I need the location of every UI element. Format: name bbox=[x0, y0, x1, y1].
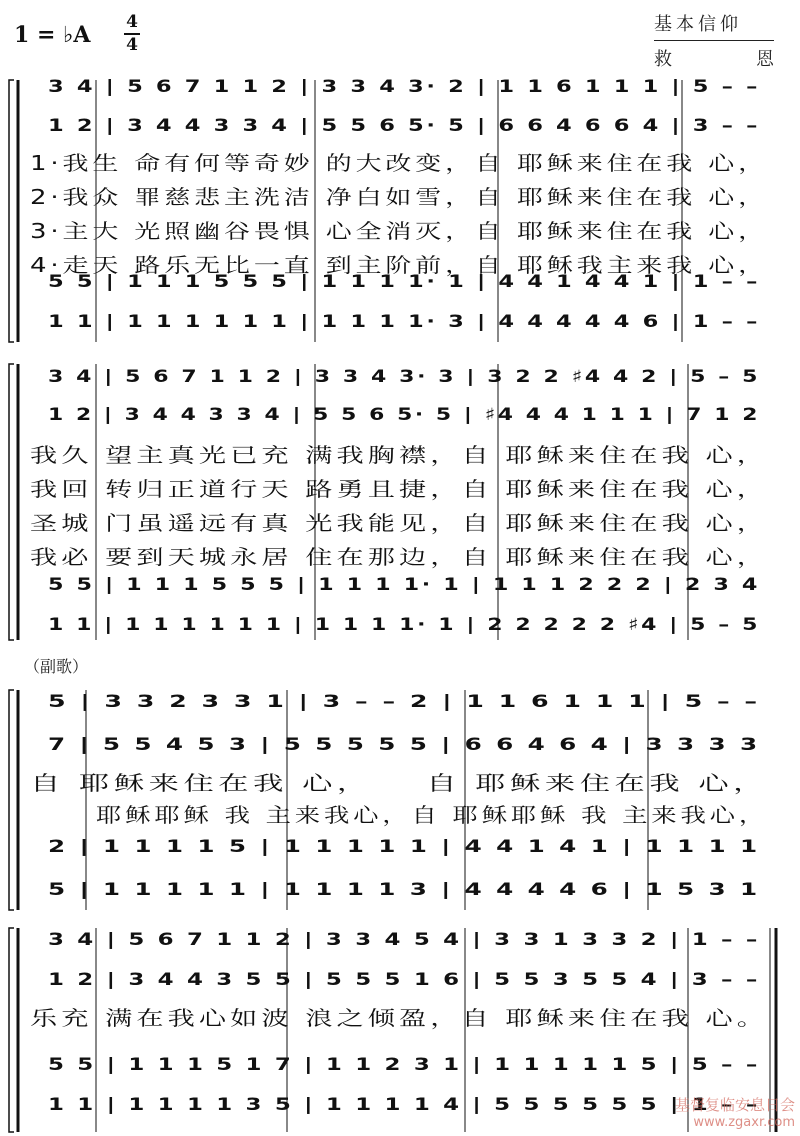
key-signature: 1 = ♭A bbox=[14, 22, 91, 48]
lyric-line: 3·主大 光照幽谷畏惧 心全消灭，自 耶稣来住在我 心， bbox=[30, 219, 768, 243]
lyric-line: 圣城 门虽遥远有真 光我能见，自 耶稣来住在我 心， bbox=[30, 511, 768, 535]
bass-line: 2 | 1 1 1 1 5 | 1 1 1 1 1 | 4 4 1 4 1 | 1 1 1 1 bbox=[48, 837, 760, 857]
hymn-title-right: 恩 bbox=[756, 49, 774, 70]
chorus-label: （副歌） bbox=[24, 657, 89, 676]
melody-line: 3 4 | 5 6 7 1 1 2 | 3 3 4 5 4 | 3 3 1 3 3 2 | 1 – – bbox=[48, 930, 760, 950]
system-bracket bbox=[9, 690, 14, 910]
watermark bbox=[630, 1094, 795, 1130]
system-bracket bbox=[9, 928, 14, 1132]
system-bracket bbox=[9, 364, 14, 640]
category-label: 基本信仰 bbox=[654, 14, 742, 35]
lyric-line: 我回 转归正道行天 路勇且捷，自 耶稣来住在我 心， bbox=[30, 477, 768, 501]
watermark-site: 基督复临安息日会 bbox=[674, 1096, 795, 1114]
bass-line: 5 5 | 1 1 1 5 5 5 | 1 1 1 1· 1 | 4 4 1 4 4 1 | 1 – – bbox=[48, 272, 760, 292]
watermark-url: www.zgaxr.com bbox=[693, 1115, 795, 1130]
lyric-line: 自 耶稣来住在我 心， 自 耶稣来住在我 心， bbox=[30, 771, 768, 795]
lyric-line: 乐充 满在我心如波 浪之倾盈，自 耶稣来住在我 心。 bbox=[30, 1006, 768, 1030]
lyric-line: 4·走天 路乐无比一直 到主阶前，自 耶稣我主来我 心， bbox=[30, 253, 768, 277]
bass-line: 1 1 | 1 1 1 1 1 1 | 1 1 1 1· 1 | 2 2 2 2 2 ♯4 | 5 – 5 bbox=[48, 615, 760, 635]
melody-line: 3 4 | 5 6 7 1 1 2 | 3 3 4 3· 3 | 3 2 2 ♯4 4 2 | 5 – 5 bbox=[48, 367, 760, 387]
bass-line: 1 1 | 1 1 1 1 3 5 | 1 1 1 1 4 | 5 5 5 5 5 5 | 1 – – bbox=[48, 1095, 760, 1115]
bass-line: 1 1 | 1 1 1 1 1 1 | 1 1 1 1· 3 | 4 4 4 4 4 6 | 1 – – bbox=[48, 312, 760, 332]
time-signature-bottom: 4 bbox=[126, 35, 138, 55]
system-bracket bbox=[9, 80, 14, 342]
melody-line: 3 4 | 5 6 7 1 1 2 | 3 3 4 3· 2 | 1 1 6 1 1 1 | 5 – – bbox=[48, 77, 760, 97]
lyric-line: 1·我生 命有何等奇妙 的大改变，自 耶稣来住在我 心， bbox=[30, 151, 768, 175]
melody-line: 1 2 | 3 4 4 3 3 4 | 5 5 6 5· 5 | ♯4 4 4 1 1 1 | 7 1 2 bbox=[48, 405, 760, 425]
bass-line: 5 | 1 1 1 1 1 | 1 1 1 1 3 | 4 4 4 4 6 | 1 5 3 1 bbox=[48, 880, 760, 900]
melody-line: 7 | 5 5 4 5 3 | 5 5 5 5 5 | 6 6 4 6 4 | 3 3 3 3 bbox=[48, 735, 760, 755]
time-signature-top: 4 bbox=[126, 12, 138, 32]
hymn-title-left: 救 bbox=[654, 49, 672, 70]
lyric-line: 耶稣耶稣 我 主来我心，自 耶稣耶稣 我 主来我心， bbox=[96, 803, 768, 827]
melody-line: 1 2 | 3 4 4 3 5 5 | 5 5 5 1 6 | 5 5 3 5 5 4 | 3 – – bbox=[48, 970, 760, 990]
melody-line: 1 2 | 3 4 4 3 3 4 | 5 5 6 5· 5 | 6 6 4 6 6 4 | 3 – – bbox=[48, 116, 760, 136]
lyric-line: 2·我众 罪慈悲主洗洁 净白如雪，自 耶稣来住在我 心， bbox=[30, 185, 768, 209]
melody-line: 5 | 3 3 2 3 3 1 | 3 – – 2 | 1 1 6 1 1 1 | 5 – – bbox=[48, 692, 760, 712]
bass-line: 5 5 | 1 1 1 5 5 5 | 1 1 1 1· 1 | 1 1 1 2 2 2 | 2 3 4 bbox=[48, 575, 760, 595]
lyric-line: 我必 要到天城永居 住在那边，自 耶稣来住在我 心， bbox=[30, 545, 768, 569]
lyric-line: 我久 望主真光已充 满我胸襟，自 耶稣来住在我 心， bbox=[30, 443, 768, 467]
bass-line: 5 5 | 1 1 1 5 1 7 | 1 1 2 3 1 | 1 1 1 1 1 5 | 5 – – bbox=[48, 1055, 760, 1075]
